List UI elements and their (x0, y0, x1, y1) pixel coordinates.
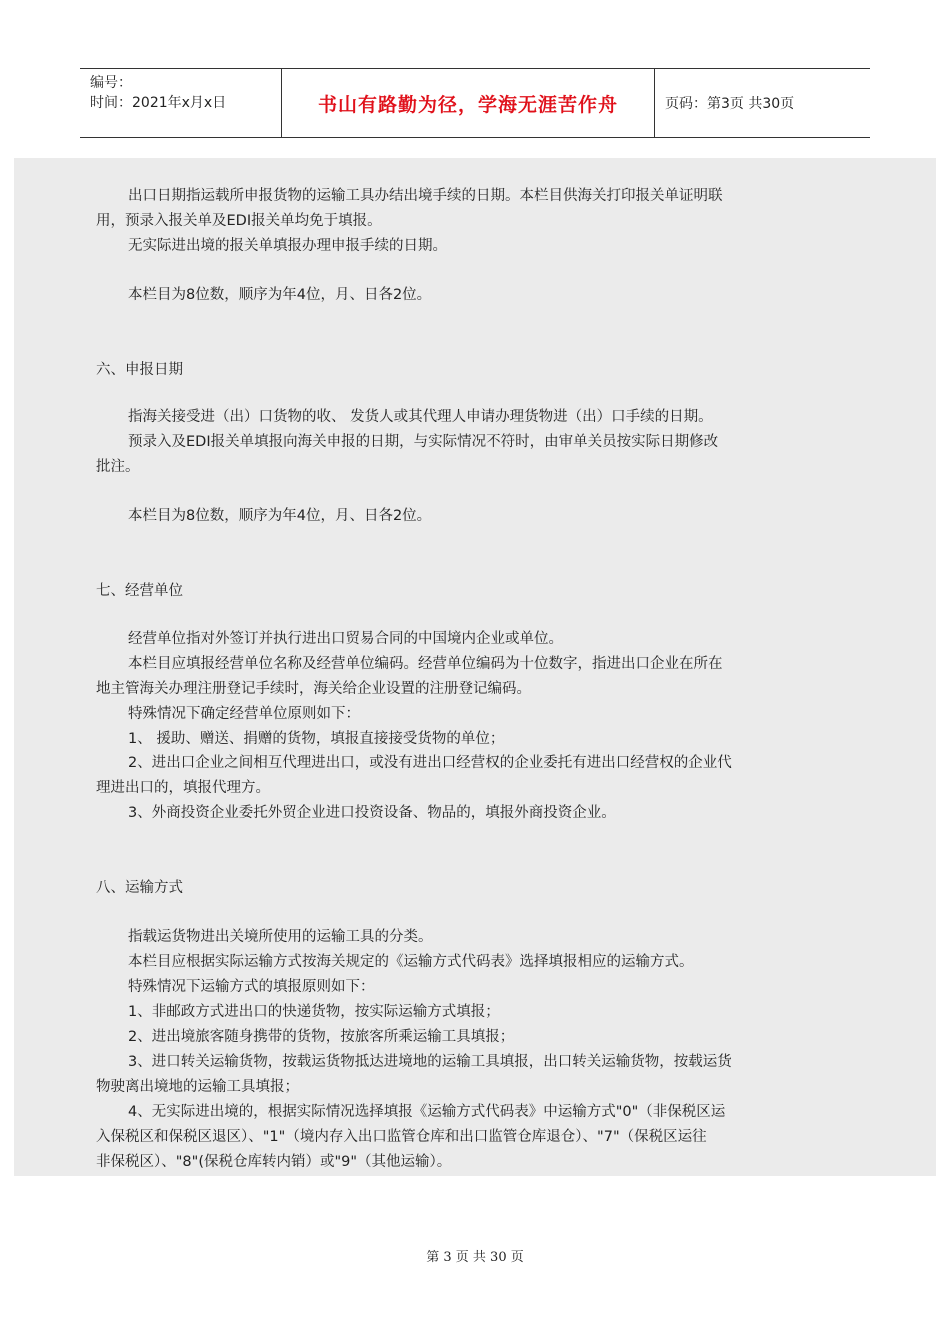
header-motto: 书山有路勤为径，学海无涯苦作舟 (282, 69, 655, 137)
list-item: 2、进出口企业之间相互代理进出口，或没有进出口经营权的企业委托有进出口经营权的企业代 (128, 755, 732, 771)
header-meta (80, 69, 282, 137)
paragraph-line: 本栏目应填报经营单位名称及经营单位编码。经营单位编码为十位数字，指进出口企业在所在 (128, 656, 723, 672)
list-item: 3、外商投资企业委托外贸企业进口投资设备、物品的，填报外商投资企业。 (128, 805, 616, 821)
serial-label: 编号： (90, 75, 132, 91)
section-heading: 六、申报日期 (96, 362, 183, 378)
paragraph-line: 用，预录入报关单及EDI报关单均免于填报。 (96, 213, 382, 229)
paragraph-line: 预录入及EDI报关单填报向海关申报的日期，与实际情况不符时，由审单关员按实际日期修改 (128, 434, 719, 450)
paragraph-line: 指载运货物进出关境所使用的运输工具的分类。 (128, 929, 433, 945)
paragraph-line: 特殊情况下运输方式的填报原则如下： (128, 979, 375, 995)
list-item: 1、非邮政方式进出口的快递货物，按实际运输方式填报； (128, 1004, 500, 1020)
page-header (80, 68, 870, 138)
list-item: 1、 援助、赠送、捐赠的货物，填报直接接受货物的单位； (128, 731, 505, 747)
section-heading: 七、经营单位 (96, 583, 183, 599)
paragraph-line: 本栏目为8位数，顺序为年4位，月、日各2位。 (128, 508, 432, 524)
paragraph-line: 经营单位指对外签订并执行进出口贸易合同的中国境内企业或单位。 (128, 631, 563, 647)
list-item: 3、进口转关运输货物，按载运货物抵达进境地的运输工具填报，出口转关运输货物，按载运货 (128, 1054, 732, 1070)
paragraph-line: 物驶离出境地的运输工具填报； (96, 1079, 299, 1095)
paragraph-line: 无实际进出境的报关单填报办理申报手续的日期。 (128, 238, 447, 254)
paragraph-line: 批注。 (96, 459, 140, 475)
paragraph-line: 非保税区）、"8"(保税仓库转内销）或"9"（其他运输）。 (96, 1154, 452, 1170)
paragraph-line: 特殊情况下确定经营单位原则如下： (128, 706, 360, 722)
paragraph-line: 出口日期指运载所申报货物的运输工具办结出境手续的日期。本栏目供海关打印报关单证明联 (128, 188, 723, 204)
paragraph-line: 本栏目应根据实际运输方式按海关规定的《运输方式代码表》选择填报相应的运输方式。 (128, 954, 694, 970)
paragraph-line: 指海关接受进（出）口货物的收、 发货人或其代理人申请办理货物进（出）口手续的日期。 (128, 409, 713, 425)
paragraph-line: 理进出口的，填报代理方。 (96, 780, 270, 796)
header-page-info: 页码：第3页 共30页 (665, 96, 795, 112)
time-label: 时间：2021年x月x日 (90, 95, 227, 111)
page-footer: 第 3 页 共 30 页 (426, 1250, 524, 1265)
list-item: 4、无实际进出境的，根据实际情况选择填报《运输方式代码表》中运输方式"0"（非保税区运 (128, 1104, 726, 1120)
section-heading: 八、运输方式 (96, 880, 183, 896)
paragraph-line: 本栏目为8位数，顺序为年4位，月、日各2位。 (128, 287, 432, 303)
list-item: 2、进出境旅客随身携带的货物，按旅客所乘运输工具填报； (128, 1029, 515, 1045)
paragraph-line: 地主管海关办理注册登记手续时，海关给企业设置的注册登记编码。 (96, 681, 531, 697)
paragraph-line: 入保税区和保税区退区）、"1"（境内存入出口监管仓库和出口监管仓库退仓）、"7"（保税区运往 (96, 1129, 707, 1145)
